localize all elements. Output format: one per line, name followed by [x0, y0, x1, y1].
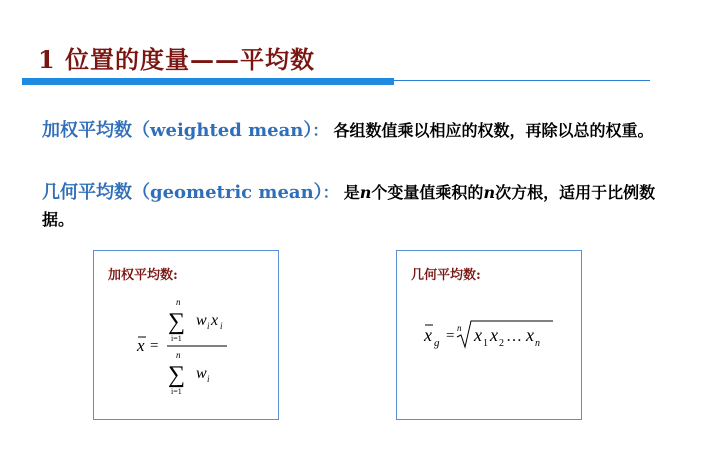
- geo-x2: x: [490, 325, 498, 345]
- numerator-sigma: ∑: [168, 309, 186, 335]
- geo-x2-sub: 2: [499, 338, 504, 349]
- numerator-x-sub: i: [220, 321, 223, 331]
- title-rule-thick: [22, 78, 394, 85]
- denominator-sum-upper: n: [176, 350, 181, 360]
- geo-lhs-sub-g: g: [434, 337, 440, 349]
- numerator-w-sub: i: [207, 321, 210, 331]
- weighted-mean-formula-box: [93, 250, 279, 420]
- geometric-mean-box-label: 几何平均数:: [411, 268, 481, 283]
- weighted-mean-formula-svg: [124, 295, 244, 405]
- geometric-mean-formula-svg: [419, 315, 569, 365]
- geometric-mean-desc-part1: 是: [343, 183, 360, 202]
- weighted-mean-formula: [124, 295, 244, 409]
- geometric-mean-n-var-1: n: [359, 183, 372, 202]
- formula-lhs-x: x: [137, 336, 145, 355]
- geo-ellipsis: …: [506, 328, 522, 345]
- geometric-mean-desc-part2: 个变量值乘积的: [371, 183, 484, 202]
- geo-x1: x: [474, 325, 482, 345]
- weighted-mean-colon: ：: [312, 121, 329, 140]
- geometric-mean-desc-part3: 次方根，适用于比例数据。: [42, 183, 656, 229]
- geo-xn: x: [526, 325, 534, 345]
- denominator-w: w: [196, 365, 207, 382]
- denominator-w-sub: i: [207, 374, 210, 384]
- numerator-sum-upper: n: [176, 297, 181, 307]
- weighted-mean-term: 加权平均数（weighted mean）: [42, 120, 313, 141]
- denominator-sigma: ∑: [168, 362, 186, 388]
- geo-root-index: n: [457, 323, 462, 333]
- denominator-sum-lower: i=1: [171, 387, 182, 396]
- weighted-mean-definition: [42, 117, 682, 144]
- geo-xn-sub: n: [535, 338, 540, 349]
- geometric-mean-n-var-2: n: [483, 183, 496, 202]
- numerator-w: w: [196, 312, 207, 329]
- numerator-x: x: [211, 312, 219, 329]
- geometric-mean-formula: [419, 315, 569, 369]
- formula-equals: =: [150, 338, 159, 354]
- weighted-mean-box-label: 加权平均数:: [108, 268, 178, 283]
- geo-equals: =: [446, 328, 455, 344]
- geometric-mean-term: 几何平均数（geometric mean）: [42, 182, 323, 203]
- geometric-mean-colon: ：: [322, 183, 339, 202]
- geo-x1-sub: 1: [483, 338, 488, 349]
- numerator-sum-lower: i=1: [171, 334, 182, 343]
- geo-lhs-x: x: [424, 325, 432, 345]
- geometric-mean-definition: [42, 179, 682, 233]
- geometric-mean-formula-box: [396, 250, 582, 420]
- weighted-mean-description: 各组数值乘以相应的权数，再除以总的权重。: [333, 121, 654, 140]
- slide-title: 1 位置的度量——平均数: [38, 45, 316, 74]
